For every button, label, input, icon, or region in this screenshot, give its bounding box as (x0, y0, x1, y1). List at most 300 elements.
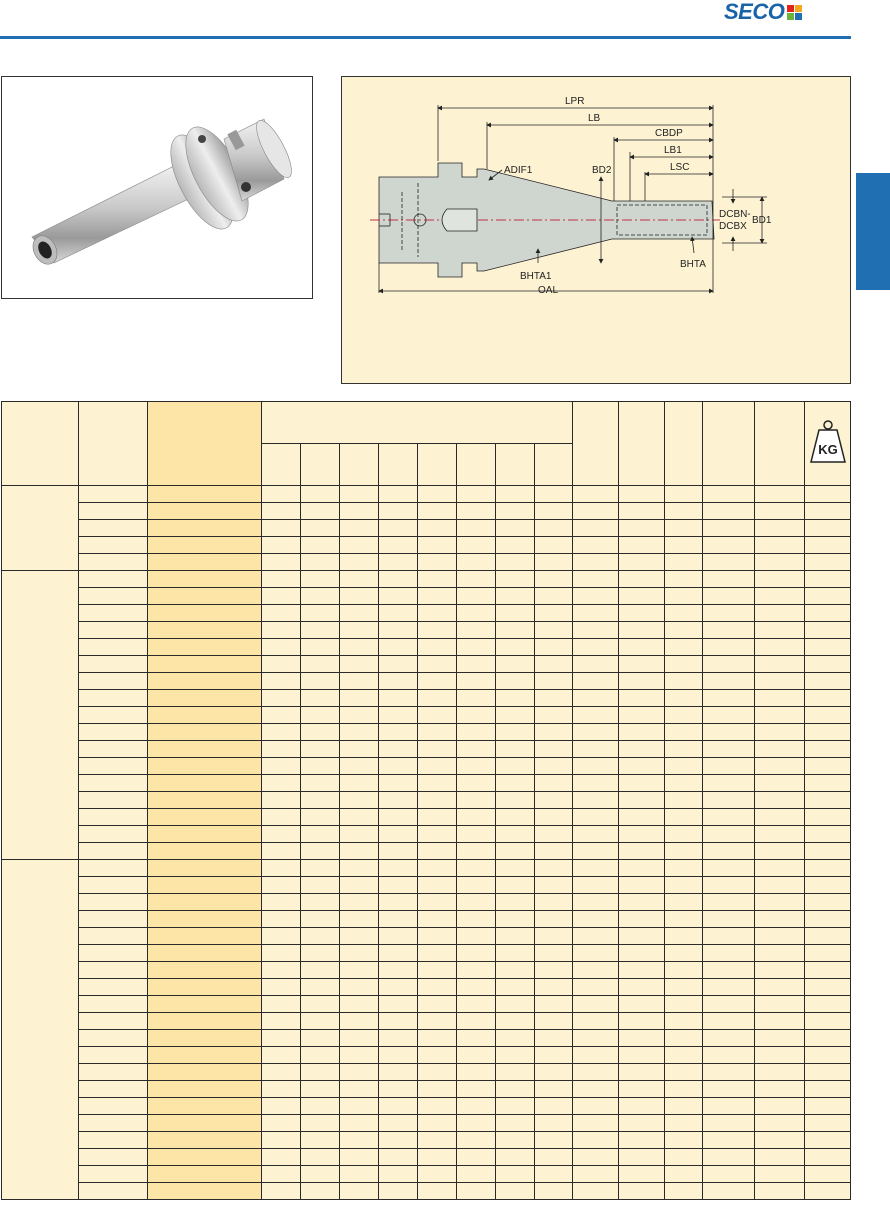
table-cell (262, 605, 301, 622)
table-cell (379, 724, 418, 741)
table-row (2, 1013, 851, 1030)
table-cell (148, 724, 262, 741)
table-cell (703, 605, 755, 622)
table-cell (755, 673, 805, 690)
table-cell (619, 928, 665, 945)
table-cell (665, 1047, 703, 1064)
table-cell (262, 758, 301, 775)
table-cell (262, 928, 301, 945)
table-cell (301, 1030, 340, 1047)
label-lsc: LSC (670, 162, 690, 173)
table-cell (805, 775, 851, 792)
table-cell (301, 690, 340, 707)
table-cell (573, 741, 619, 758)
table-cell (301, 554, 340, 571)
table-cell (755, 1098, 805, 1115)
table-cell (418, 690, 457, 707)
table-cell (418, 1098, 457, 1115)
table-cell (665, 928, 703, 945)
label-bhta1: BHTA1 (520, 271, 552, 282)
table-cell (340, 843, 379, 860)
table-cell (379, 537, 418, 554)
table-cell (340, 775, 379, 792)
table-cell (535, 1115, 573, 1132)
table-cell (301, 1183, 340, 1200)
table-cell (665, 1149, 703, 1166)
table-cell (755, 1166, 805, 1183)
table-row (2, 877, 851, 894)
table-cell (340, 911, 379, 928)
table-cell (418, 622, 457, 639)
table-cell (755, 911, 805, 928)
table-cell (148, 1183, 262, 1200)
table-cell (379, 1183, 418, 1200)
table-cell (418, 1047, 457, 1064)
table-cell (340, 741, 379, 758)
table-cell (79, 741, 148, 758)
table-cell (535, 520, 573, 537)
table-cell (535, 928, 573, 945)
table-cell (805, 996, 851, 1013)
table-cell (79, 673, 148, 690)
table-cell (262, 1081, 301, 1098)
header-cell (79, 402, 148, 486)
seco-logo (724, 0, 802, 24)
table-cell (805, 673, 851, 690)
table-cell (418, 945, 457, 962)
table-body (2, 486, 851, 1200)
table-cell (755, 1183, 805, 1200)
table-cell (665, 1166, 703, 1183)
table-cell (805, 1166, 851, 1183)
header-cell-dimensions (262, 402, 573, 444)
table-cell (573, 758, 619, 775)
table-cell (755, 741, 805, 758)
table-cell (573, 826, 619, 843)
table-cell (573, 571, 619, 588)
table-cell (703, 1098, 755, 1115)
table-cell (703, 792, 755, 809)
table-cell (379, 1166, 418, 1183)
table-cell (340, 673, 379, 690)
table-cell (262, 1064, 301, 1081)
table-row (2, 554, 851, 571)
table-cell (79, 1047, 148, 1064)
table-cell (148, 979, 262, 996)
table-cell (619, 571, 665, 588)
table-cell (457, 1132, 496, 1149)
table-row (2, 996, 851, 1013)
table-cell (418, 673, 457, 690)
table-cell (148, 486, 262, 503)
table-cell (573, 690, 619, 707)
table-cell (418, 877, 457, 894)
table-cell (457, 1047, 496, 1064)
table-cell (573, 707, 619, 724)
table-cell (457, 554, 496, 571)
table-row (2, 707, 851, 724)
table-cell (457, 1166, 496, 1183)
table-cell (79, 571, 148, 588)
table-cell (703, 843, 755, 860)
table-cell (619, 1149, 665, 1166)
table-cell (619, 588, 665, 605)
table-cell (379, 639, 418, 656)
table-cell (535, 486, 573, 503)
table-cell (379, 622, 418, 639)
table-cell (573, 996, 619, 1013)
table-cell (457, 1081, 496, 1098)
table-cell (573, 1098, 619, 1115)
table-cell (573, 1047, 619, 1064)
header-cell (755, 402, 805, 486)
table-cell (79, 1183, 148, 1200)
table-cell (148, 1132, 262, 1149)
table-cell (79, 724, 148, 741)
table-cell (79, 962, 148, 979)
table-cell (665, 979, 703, 996)
table-cell (301, 1098, 340, 1115)
table-cell (535, 724, 573, 741)
table-cell (301, 1047, 340, 1064)
table-row (2, 945, 851, 962)
technical-drawing (341, 76, 851, 384)
table-cell (262, 537, 301, 554)
table-row (2, 962, 851, 979)
table-cell (301, 537, 340, 554)
table-cell (79, 775, 148, 792)
table-cell (535, 809, 573, 826)
product-photo (1, 76, 313, 299)
table-cell (418, 571, 457, 588)
header-cell (457, 444, 496, 486)
table-cell (262, 639, 301, 656)
chapter-side-tab (856, 173, 890, 290)
table-cell (496, 605, 535, 622)
table-cell (619, 673, 665, 690)
table-cell (755, 979, 805, 996)
table-cell (665, 860, 703, 877)
table-cell (496, 486, 535, 503)
table-cell (665, 503, 703, 520)
table-cell (457, 826, 496, 843)
table-cell (573, 1013, 619, 1030)
table-row (2, 639, 851, 656)
table-cell (805, 690, 851, 707)
table-cell (573, 809, 619, 826)
table-cell (535, 1166, 573, 1183)
logo-mark-icon (787, 5, 802, 20)
table-cell (665, 792, 703, 809)
table-cell (619, 843, 665, 860)
table-cell (619, 1183, 665, 1200)
table-cell (755, 1132, 805, 1149)
table-cell (79, 979, 148, 996)
table-cell (418, 1166, 457, 1183)
table-cell (755, 520, 805, 537)
group-cell (2, 860, 79, 1200)
table-cell (148, 1013, 262, 1030)
table-cell (418, 1183, 457, 1200)
label-bd2: BD2 (592, 165, 612, 176)
table-cell (535, 741, 573, 758)
table-cell (703, 656, 755, 673)
table-cell (262, 1115, 301, 1132)
table-cell (496, 503, 535, 520)
table-cell (665, 1081, 703, 1098)
table-cell (703, 809, 755, 826)
table-cell (755, 860, 805, 877)
table-cell (665, 571, 703, 588)
table-cell (379, 1081, 418, 1098)
table-cell (301, 673, 340, 690)
table-cell (418, 588, 457, 605)
table-cell (496, 843, 535, 860)
table-cell (755, 962, 805, 979)
table-cell (301, 571, 340, 588)
table-cell (496, 1081, 535, 1098)
table-cell (418, 843, 457, 860)
table-cell (79, 809, 148, 826)
table-cell (619, 605, 665, 622)
table-cell (418, 979, 457, 996)
table-cell (79, 792, 148, 809)
table-cell (340, 656, 379, 673)
table-cell (301, 622, 340, 639)
table-cell (619, 486, 665, 503)
table-cell (148, 571, 262, 588)
table-cell (79, 1132, 148, 1149)
table-cell (379, 962, 418, 979)
table-cell (457, 707, 496, 724)
table-cell (573, 945, 619, 962)
table-cell (457, 945, 496, 962)
table-cell (418, 486, 457, 503)
table-cell (148, 945, 262, 962)
table-cell (755, 996, 805, 1013)
table-cell (619, 639, 665, 656)
table-cell (457, 741, 496, 758)
table-cell (340, 996, 379, 1013)
table-cell (535, 894, 573, 911)
table-cell (301, 1013, 340, 1030)
table-cell (665, 809, 703, 826)
table-cell (573, 860, 619, 877)
table-cell (379, 486, 418, 503)
table-cell (340, 1081, 379, 1098)
table-cell (301, 605, 340, 622)
table-cell (805, 503, 851, 520)
table-cell (418, 554, 457, 571)
group-cell (2, 571, 79, 860)
table-cell (619, 724, 665, 741)
table-row (2, 1183, 851, 1200)
table-cell (535, 1098, 573, 1115)
table-cell (535, 571, 573, 588)
table-cell (340, 571, 379, 588)
table-cell (805, 1030, 851, 1047)
table-cell (703, 1166, 755, 1183)
table-cell (703, 486, 755, 503)
table-cell (755, 826, 805, 843)
table-cell (418, 724, 457, 741)
table-cell (573, 554, 619, 571)
table-cell (703, 962, 755, 979)
table-cell (703, 911, 755, 928)
table-cell (535, 673, 573, 690)
table-cell (301, 1149, 340, 1166)
table-cell (496, 1183, 535, 1200)
table-cell (457, 503, 496, 520)
table-cell (573, 1149, 619, 1166)
table-row (2, 588, 851, 605)
table-cell (805, 741, 851, 758)
table-cell (703, 707, 755, 724)
table-cell (262, 588, 301, 605)
table-cell (148, 503, 262, 520)
table-row (2, 792, 851, 809)
table-cell (703, 673, 755, 690)
table-row (2, 1047, 851, 1064)
table-cell (457, 962, 496, 979)
table-cell (457, 1030, 496, 1047)
table-cell (619, 758, 665, 775)
table-cell (573, 520, 619, 537)
table-cell (703, 520, 755, 537)
table-row (2, 537, 851, 554)
table-row (2, 1115, 851, 1132)
table-cell (148, 843, 262, 860)
table-cell (418, 911, 457, 928)
table-cell (301, 792, 340, 809)
table-cell (755, 775, 805, 792)
table-cell (418, 1132, 457, 1149)
table-cell (703, 1149, 755, 1166)
table-cell (301, 1064, 340, 1081)
table-cell (148, 1047, 262, 1064)
table-cell (379, 996, 418, 1013)
table-row (2, 741, 851, 758)
table-cell (457, 809, 496, 826)
table-cell (805, 537, 851, 554)
table-cell (619, 1081, 665, 1098)
table-cell (535, 588, 573, 605)
table-cell (805, 1081, 851, 1098)
table-cell (301, 588, 340, 605)
table-cell (418, 1030, 457, 1047)
table-cell (755, 1064, 805, 1081)
table-cell (457, 1115, 496, 1132)
table-cell (340, 758, 379, 775)
table-cell (535, 792, 573, 809)
table-cell (79, 1030, 148, 1047)
table-cell (148, 1166, 262, 1183)
table-cell (805, 1013, 851, 1030)
table-cell (262, 775, 301, 792)
table-row (2, 571, 851, 588)
table-cell (703, 979, 755, 996)
table-cell (148, 996, 262, 1013)
table-cell (457, 775, 496, 792)
header-cell-ordering-code (148, 402, 262, 486)
table-cell (379, 843, 418, 860)
table-row (2, 656, 851, 673)
table-cell (535, 537, 573, 554)
table-cell (301, 1166, 340, 1183)
table-cell (496, 928, 535, 945)
table-cell (703, 826, 755, 843)
table-cell (79, 690, 148, 707)
table-cell (573, 1183, 619, 1200)
table-cell (301, 979, 340, 996)
table-cell (496, 588, 535, 605)
table-cell (79, 622, 148, 639)
table-cell (573, 792, 619, 809)
table-cell (755, 894, 805, 911)
table-cell (79, 945, 148, 962)
table-cell (79, 1166, 148, 1183)
table-cell (805, 962, 851, 979)
table-cell (573, 1115, 619, 1132)
table-cell (665, 962, 703, 979)
table-cell (301, 877, 340, 894)
table-cell (496, 911, 535, 928)
table-cell (805, 1115, 851, 1132)
table-cell (755, 656, 805, 673)
table-cell (755, 809, 805, 826)
table-cell (301, 826, 340, 843)
header-cell (665, 402, 703, 486)
table-cell (496, 690, 535, 707)
table-cell (619, 707, 665, 724)
table-cell (148, 656, 262, 673)
table-cell (619, 1132, 665, 1149)
table-cell (535, 826, 573, 843)
table-cell (262, 656, 301, 673)
table-cell (665, 537, 703, 554)
label-lpr: LPR (565, 96, 585, 107)
table-cell (573, 639, 619, 656)
table-cell (496, 707, 535, 724)
table-cell (79, 486, 148, 503)
table-cell (703, 1081, 755, 1098)
table-cell (301, 707, 340, 724)
table-cell (665, 690, 703, 707)
table-cell (805, 486, 851, 503)
table-cell (805, 1132, 851, 1149)
table-row (2, 911, 851, 928)
table-cell (262, 571, 301, 588)
table-cell (301, 962, 340, 979)
table-cell (79, 758, 148, 775)
table-cell (418, 503, 457, 520)
table-cell (148, 792, 262, 809)
table-cell (755, 1149, 805, 1166)
table-cell (665, 656, 703, 673)
table-cell (535, 707, 573, 724)
table-cell (703, 537, 755, 554)
table-cell (340, 554, 379, 571)
table-cell (703, 1013, 755, 1030)
table-cell (535, 945, 573, 962)
table-cell (703, 1030, 755, 1047)
table-cell (805, 979, 851, 996)
table-cell (340, 605, 379, 622)
table-cell (379, 673, 418, 690)
table-cell (755, 877, 805, 894)
table-cell (457, 639, 496, 656)
label-dcbn: DCBN- (719, 209, 751, 220)
